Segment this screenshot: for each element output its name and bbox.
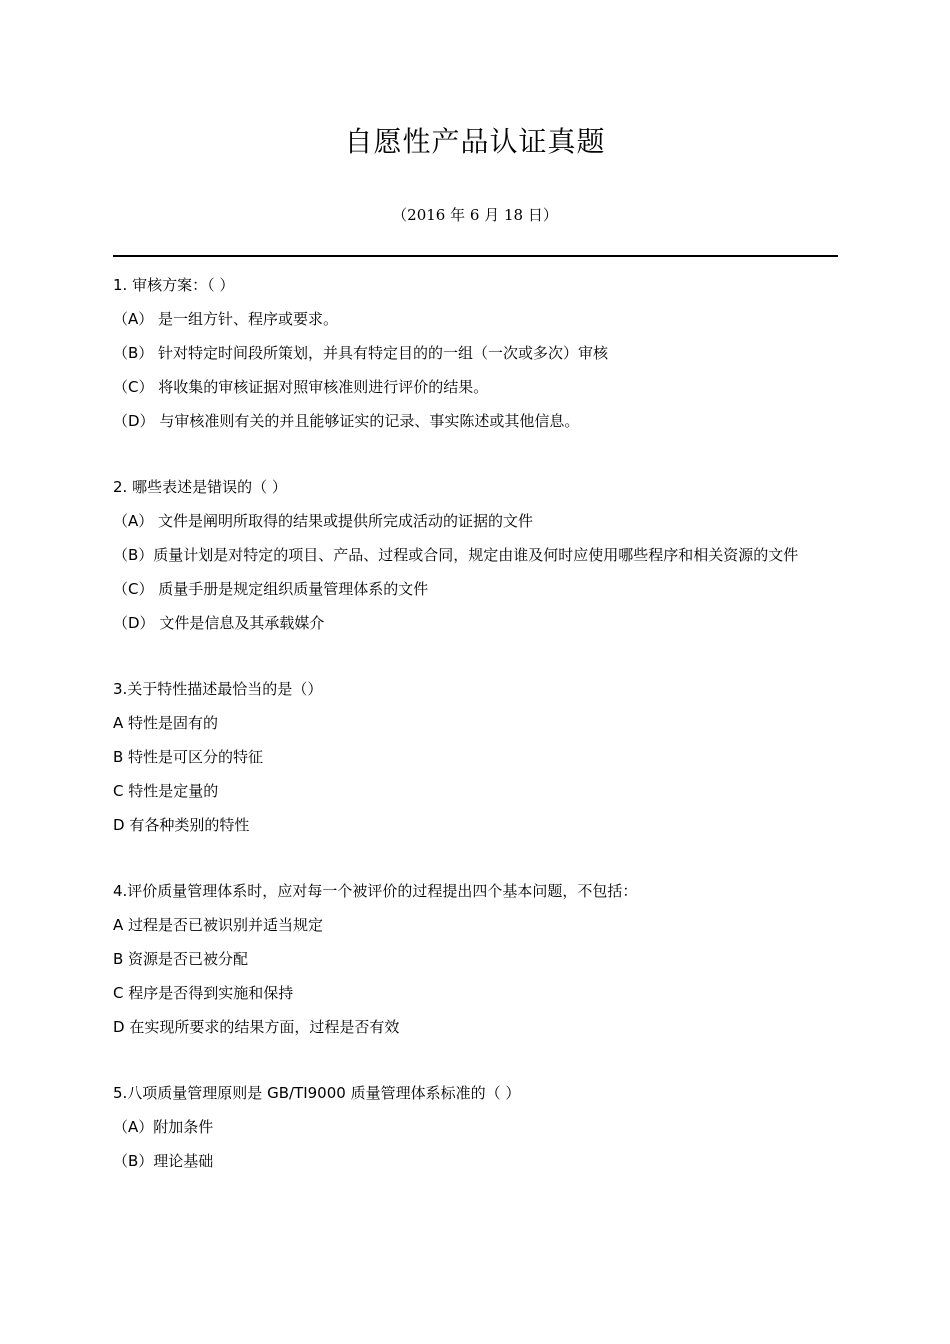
question-1 [113, 268, 838, 438]
answer-option: （A）附加条件 [113, 1118, 214, 1136]
exam-date: （2016 年 6 月 18 日） [392, 206, 558, 224]
answer-option: （B）质量计划是对特定的项目、产品、过程或合同，规定由谁及何时应使用哪些程序和相关资源的文件 [113, 546, 799, 564]
answer-option: （B） 针对特定时间段所策划，并具有特定目的的一组（一次或多次）审核 [113, 344, 609, 362]
answer-option: （C） 将收集的审核证据对照审核准则进行评价的结果。 [113, 378, 489, 396]
answer-option: D 在实现所要求的结果方面，过程是否有效 [113, 1018, 400, 1036]
answer-option: （D） 与审核准则有关的并且能够证实的记录、事实陈述或其他信息。 [113, 412, 580, 430]
question-2 [113, 470, 838, 640]
question-3 [113, 672, 838, 842]
document-title: 自愿性产品认证真题 [344, 125, 606, 158]
answer-option: D 有各种类别的特性 [113, 816, 250, 834]
question-stem: 1. 审核方案：（ ） [113, 276, 235, 294]
answer-option: （D） 文件是信息及其承载媒介 [113, 614, 325, 632]
answer-option: （C） 质量手册是规定组织质量管理体系的文件 [113, 580, 429, 598]
question-4 [113, 874, 838, 1044]
answer-option: （A） 文件是阐明所取得的结果或提供所完成活动的证据的文件 [113, 512, 534, 530]
answer-option: C 程序是否得到实施和保持 [113, 984, 294, 1002]
header-divider [113, 255, 838, 257]
answer-option: （A） 是一组方针、程序或要求。 [113, 310, 339, 328]
answer-option: C 特性是定量的 [113, 782, 219, 800]
question-stem: 3.关于特性描述最恰当的是（） [113, 680, 323, 698]
question-stem: 2. 哪些表述是错误的（ ） [113, 478, 287, 496]
answer-option: B 特性是可区分的特征 [113, 748, 264, 766]
question-stem: 4.评价质量管理体系时，应对每一个被评价的过程提出四个基本问题，不包括： [113, 882, 638, 900]
question-stem: 5.八项质量管理原则是 GB/TI9000 质量管理体系标准的（ ） [113, 1084, 521, 1102]
question-5 [113, 1076, 838, 1178]
answer-option: B 资源是否已被分配 [113, 950, 249, 968]
question-list [113, 268, 838, 1210]
answer-option: A 过程是否已被识别并适当规定 [113, 916, 324, 934]
answer-option: A 特性是固有的 [113, 714, 219, 732]
answer-option: （B）理论基础 [113, 1152, 214, 1170]
